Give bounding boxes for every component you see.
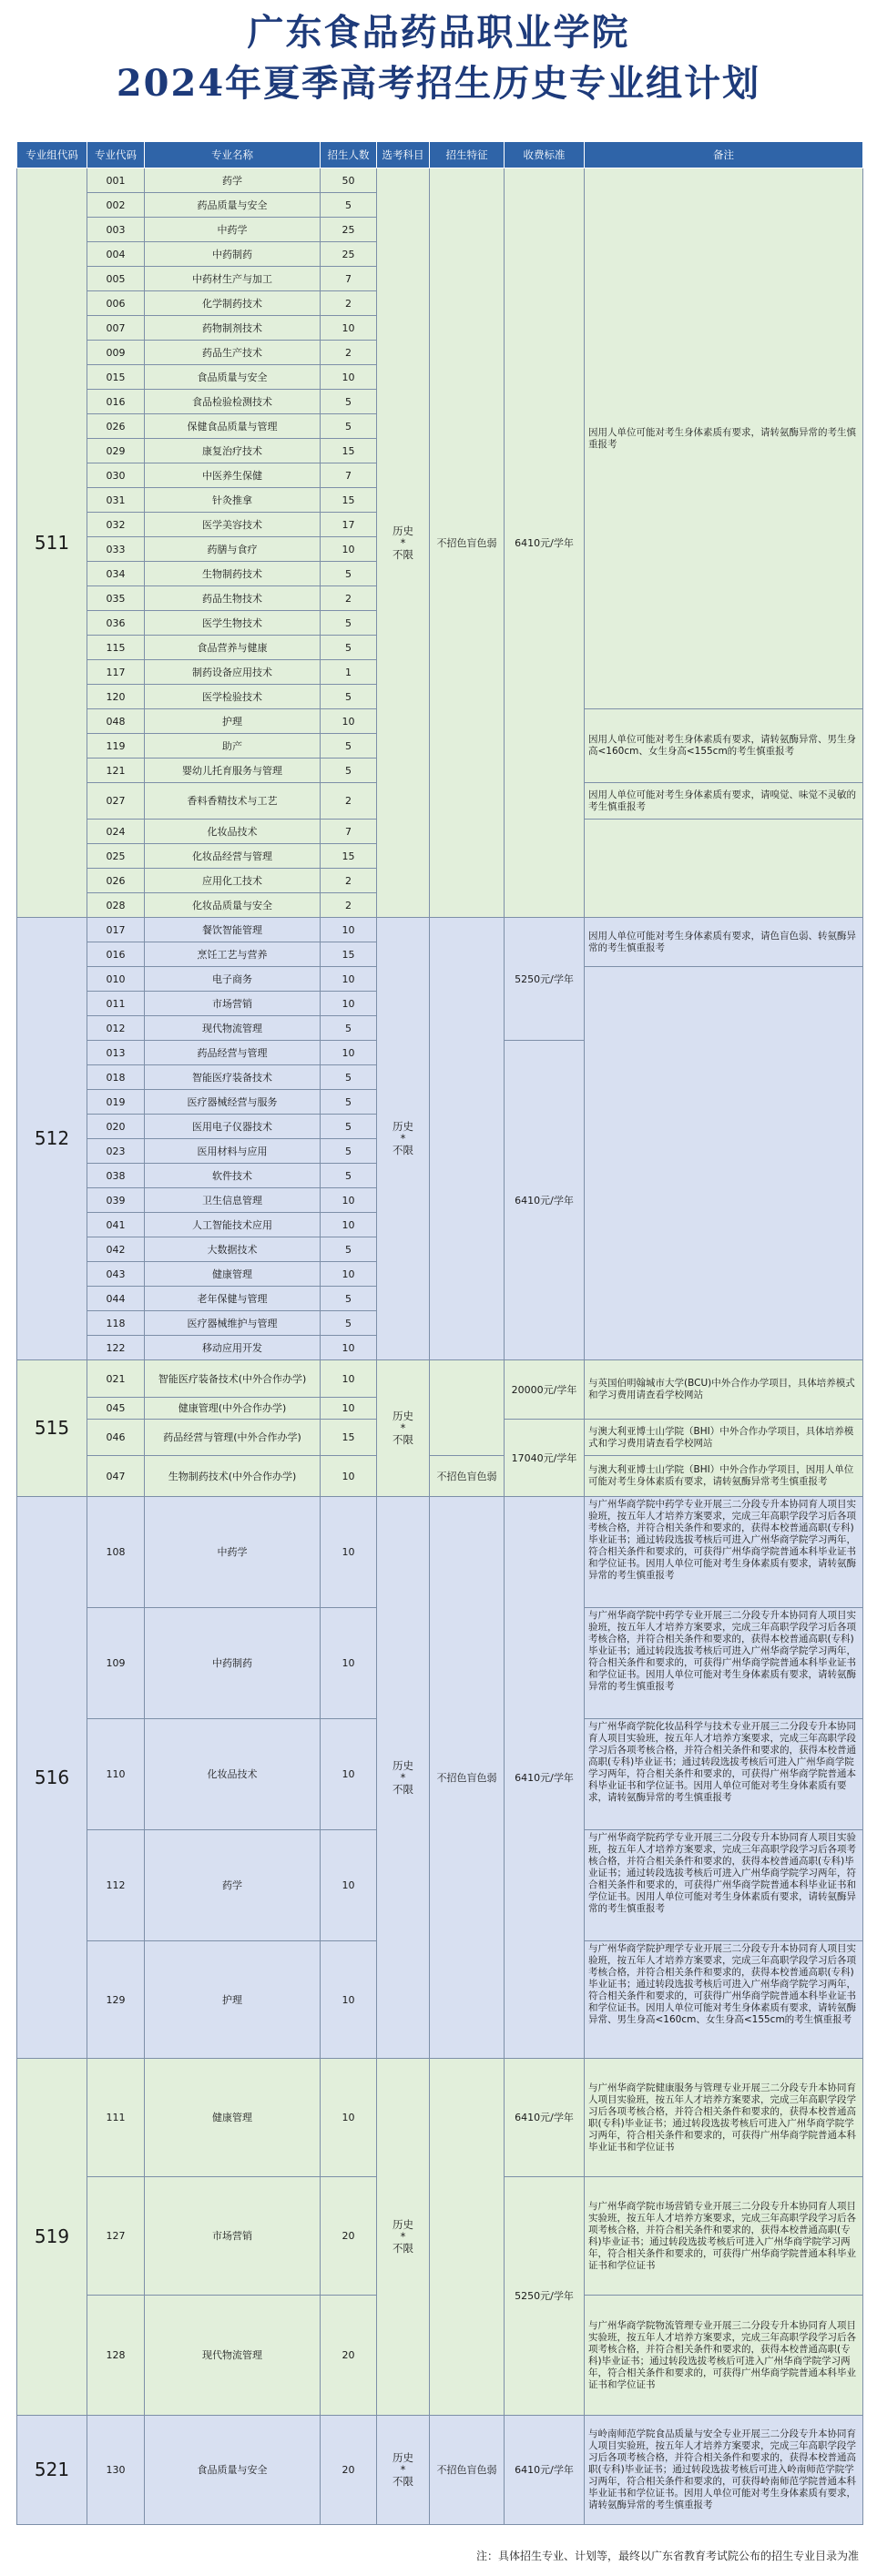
tuition-fee: 6410元/学年 [505, 2416, 585, 2525]
note-cell: 与广州华商学院物流管理专业开展三二分段专升本协同育人项目实验班，按五年人才培养方案要求，完成三年高职学段学习后各项考核合格，并符合相关条件和要求的，获得本校普通高职(专科)毕业证书；通过转段选拔考核后可进入广州华商学院学习两年，符合相关条件和要求的，可获得广州华商学院普通本科毕业证书和学位证书 [585, 2296, 863, 2416]
tuition-fee: 5250元/学年 [505, 918, 585, 1041]
note-cell: 与广州华商学院护理学专业开展三二分段专升本协同育人项目实验班，按五年人才培养方案要求，完成三年高职学段学习后各项考核合格，并符合相关条件和要求的，获得本校普通高职(专科)毕业证书；通过转段选拔考核后可进入广州华商学院学习两年，符合相关条件和要求的，可获得广州华商学院普通本科毕业证书和学位证书。因用人单位可能对考生身体素质有要求，请转氨酶异常、男生身高<160cm、女生身高<155cm的考生慎重报考 [585, 1941, 863, 2059]
enroll-count: 20 [321, 2416, 377, 2525]
major-name: 化妆品质量与安全 [145, 893, 321, 918]
major-name: 针灸推拿 [145, 488, 321, 513]
group-521 [17, 2416, 863, 2525]
enroll-count: 10 [321, 1262, 377, 1287]
major-code: 038 [87, 1164, 145, 1188]
table-row [17, 1497, 863, 1608]
note-cell: 与澳大利亚博士山学院（BHI）中外合作办学项目，具体培养模式和学习费用请查看学校网站 [585, 1420, 863, 1456]
recruit-feature [430, 2059, 505, 2416]
major-code: 036 [87, 611, 145, 636]
tuition-fee: 6410元/学年 [505, 1497, 585, 2059]
enroll-count: 10 [321, 316, 377, 341]
major-name: 药物制剂技术 [145, 316, 321, 341]
major-code: 029 [87, 439, 145, 463]
table-row [17, 1360, 863, 1398]
enroll-count: 10 [321, 2059, 377, 2177]
enroll-count: 7 [321, 820, 377, 844]
enroll-count: 2 [321, 341, 377, 365]
major-code: 007 [87, 316, 145, 341]
major-name: 食品质量与安全 [145, 2416, 321, 2525]
major-code: 012 [87, 1016, 145, 1041]
major-name: 药品质量与安全 [145, 193, 321, 218]
note-cell: 与广州华商学院健康服务与管理专业开展三二分段专升本协同育人项目实验班，按五年人才培养方案要求，完成三年高职学段学习后各项考核合格，并符合相关条件和要求的，获得本校普通高职(专科)毕业证书；通过转段选拔考核后可进入广州华商学院学习两年，符合相关条件和要求的，可获得广州华商学院普通本科毕业证书和学位证书 [585, 2059, 863, 2177]
enroll-count: 10 [321, 1941, 377, 2059]
major-name: 药品经营与管理 [145, 1041, 321, 1065]
major-code: 047 [87, 1456, 145, 1497]
major-code: 018 [87, 1065, 145, 1090]
major-name: 保健食品质量与管理 [145, 414, 321, 439]
major-code: 127 [87, 2177, 145, 2296]
group-code: 515 [17, 1360, 87, 1497]
enroll-count: 10 [321, 365, 377, 390]
note-cell: 与广州华商学院市场营销专业开展三二分段专升本协同育人项目实验班，按五年人才培养方案要求，完成三年高职学段学习后各项考核合格，并符合相关条件和要求的，获得本校普通高职(专科)毕业证书；通过转段选拔考核后可进入广州华商学院学习两年，符合相关条件和要求的，可获得广州华商学院普通本科毕业证书和学位证书 [585, 2177, 863, 2296]
enroll-count: 5 [321, 759, 377, 783]
major-name: 医学生物技术 [145, 611, 321, 636]
note-cell [585, 820, 863, 918]
major-code: 108 [87, 1497, 145, 1608]
major-code: 115 [87, 636, 145, 660]
header-subject: 选考科目 [377, 142, 430, 168]
major-code: 005 [87, 267, 145, 291]
note-cell: 因用人单位可能对考生身体素质有要求，请转氨酶异常、男生身高<160cm、女生身高<155cm的考生慎重报考 [585, 709, 863, 783]
major-name: 健康管理 [145, 2059, 321, 2177]
group-511 [17, 168, 863, 918]
note-cell: 与英国伯明翰城市大学(BCU)中外合作办学项目，具体培养模式和学习费用请查看学校网站 [585, 1360, 863, 1420]
major-name: 餐饮智能管理 [145, 918, 321, 942]
recruit-feature: 不招色盲色弱 [430, 1456, 505, 1497]
enroll-count: 5 [321, 1311, 377, 1336]
major-name: 智能医疗装备技术(中外合作办学) [145, 1360, 321, 1398]
enroll-count: 10 [321, 918, 377, 942]
major-name: 药品经营与管理(中外合作办学) [145, 1420, 321, 1456]
enroll-count: 50 [321, 168, 377, 193]
enroll-count: 5 [321, 390, 377, 414]
enroll-count: 15 [321, 439, 377, 463]
enroll-count: 2 [321, 869, 377, 893]
enroll-count: 2 [321, 586, 377, 611]
enroll-count: 2 [321, 291, 377, 316]
note-cell: 因用人单位可能对考生身体素质有要求，请色盲色弱、转氨酶异常的考生慎重报考 [585, 918, 863, 967]
major-code: 039 [87, 1188, 145, 1213]
major-code: 121 [87, 759, 145, 783]
major-code: 042 [87, 1237, 145, 1262]
major-name: 化妆品技术 [145, 1719, 321, 1830]
enroll-count: 10 [321, 1398, 377, 1420]
enroll-count: 20 [321, 2177, 377, 2296]
major-code: 028 [87, 893, 145, 918]
header-feature: 招生特征 [430, 142, 505, 168]
major-name: 医用材料与应用 [145, 1139, 321, 1164]
enroll-count: 25 [321, 242, 377, 267]
major-name: 生物制药技术(中外合作办学) [145, 1456, 321, 1497]
major-name: 健康管理 [145, 1262, 321, 1287]
enroll-count: 10 [321, 967, 377, 992]
enroll-count: 5 [321, 1115, 377, 1139]
enroll-count: 10 [321, 1336, 377, 1360]
note-cell: 与广州华商学院中药学专业开展三二分段专升本协同育人项目实验班，按五年人才培养方案要求，完成三年高职学段学习后各项考核合格，并符合相关条件和要求的，获得本校普通高职(专科)毕业证书；通过转段选拔考核后可进入广州华商学院学习两年，符合相关条件和要求的，可获得广州华商学院普通本科毕业证书和学位证书。因用人单位可能对考生身体素质有要求，请转氨酶异常的考生慎重报考 [585, 1497, 863, 1608]
table-header-row [17, 142, 863, 168]
header-major-name: 专业名称 [145, 142, 321, 168]
recruit-feature [430, 918, 505, 1360]
major-code: 024 [87, 820, 145, 844]
footer-note: 注：具体招生专业、计划等，最终以广东省教育考试院公布的招生专业目录为准 [475, 2550, 859, 2562]
major-code: 006 [87, 291, 145, 316]
major-code: 027 [87, 783, 145, 820]
major-name: 护理 [145, 1941, 321, 2059]
subject-requirement: 历史 * 不限 [377, 2059, 430, 2416]
subject-requirement: 历史 * 不限 [377, 2416, 430, 2525]
major-code: 129 [87, 1941, 145, 2059]
major-name: 中药学 [145, 1497, 321, 1608]
major-code: 016 [87, 942, 145, 967]
major-code: 110 [87, 1719, 145, 1830]
major-code: 112 [87, 1830, 145, 1941]
major-name: 药学 [145, 1830, 321, 1941]
major-code: 025 [87, 844, 145, 869]
enroll-count: 7 [321, 463, 377, 488]
enroll-count: 10 [321, 992, 377, 1016]
title-line-2: 2024年夏季高考招生历史专业组计划 [116, 62, 761, 105]
group-519 [17, 2059, 863, 2416]
major-code: 010 [87, 967, 145, 992]
group-516 [17, 1497, 863, 2059]
subject-requirement: 历史 * 不限 [377, 1497, 430, 2059]
enroll-count: 5 [321, 1164, 377, 1188]
enroll-count: 17 [321, 513, 377, 537]
enroll-count: 5 [321, 734, 377, 759]
major-code: 041 [87, 1213, 145, 1237]
table-row [17, 1456, 863, 1497]
major-name: 康复治疗技术 [145, 439, 321, 463]
enroll-count: 10 [321, 1830, 377, 1941]
enroll-count: 1 [321, 660, 377, 685]
major-name: 化妆品技术 [145, 820, 321, 844]
major-code: 026 [87, 869, 145, 893]
enroll-count: 5 [321, 1016, 377, 1041]
major-code: 128 [87, 2296, 145, 2416]
note-cell: 因用人单位可能对考生身体素质有要求，请转氨酶异常的考生慎重报考 [585, 168, 863, 709]
major-name: 市场营销 [145, 2177, 321, 2296]
enroll-count: 10 [321, 1213, 377, 1237]
recruit-feature [430, 1360, 505, 1456]
major-name: 生物制药技术 [145, 562, 321, 586]
major-code: 033 [87, 537, 145, 562]
major-name: 中药学 [145, 218, 321, 242]
major-name: 烹饪工艺与营养 [145, 942, 321, 967]
major-name: 老年保健与管理 [145, 1287, 321, 1311]
enroll-count: 15 [321, 942, 377, 967]
major-code: 032 [87, 513, 145, 537]
major-code: 009 [87, 341, 145, 365]
major-code: 023 [87, 1139, 145, 1164]
enroll-count: 10 [321, 1608, 377, 1719]
enroll-count: 5 [321, 1287, 377, 1311]
major-name: 助产 [145, 734, 321, 759]
major-code: 003 [87, 218, 145, 242]
enroll-count: 10 [321, 537, 377, 562]
major-name: 移动应用开发 [145, 1336, 321, 1360]
tuition-fee: 20000元/学年 [505, 1360, 585, 1420]
enroll-count: 5 [321, 193, 377, 218]
note-cell: 与岭南师范学院食品质量与安全专业开展三二分段专升本协同育人项目实验班，按五年人才培养方案要求，完成三年高职学段学习后各项考核合格，并符合相关条件和要求的，获得本校普通高职(专科)毕业证书；通过转段选拔考核后可进入岭南师范学院学习两年，符合相关条件和要求的，可获得岭南师范学院普通本科毕业证书和学位证书。因用人单位可能对考生身体素质有要求，请转氨酶异常的考生慎重报考 [585, 2416, 863, 2525]
major-code: 118 [87, 1311, 145, 1336]
major-name: 医学检验技术 [145, 685, 321, 709]
major-name: 中药材生产与加工 [145, 267, 321, 291]
group-code: 516 [17, 1497, 87, 2059]
major-code: 120 [87, 685, 145, 709]
major-code: 013 [87, 1041, 145, 1065]
title-line-1: 广东食品药品职业学院 [247, 11, 630, 54]
major-code: 016 [87, 390, 145, 414]
major-name: 化学制药技术 [145, 291, 321, 316]
major-name: 医疗器械维护与管理 [145, 1311, 321, 1336]
table-row [17, 2416, 863, 2525]
major-code: 021 [87, 1360, 145, 1398]
major-code: 130 [87, 2416, 145, 2525]
enroll-count: 10 [321, 709, 377, 734]
enroll-count: 2 [321, 783, 377, 820]
major-name: 药品生物技术 [145, 586, 321, 611]
major-name: 卫生信息管理 [145, 1188, 321, 1213]
note-cell: 与广州华商学院中药学专业开展三二分段专升本协同育人项目实验班，按五年人才培养方案要求，完成三年高职学段学习后各项考核合格，并符合相关条件和要求的，获得本校普通高职(专科)毕业证书；通过转段选拔考核后可进入广州华商学院学习两年，符合相关条件和要求的，可获得广州华商学院普通本科毕业证书和学位证书。因用人单位可能对考生身体素质有要求，请转氨酶异常的考生慎重报考 [585, 1608, 863, 1719]
note-cell: 与广州华商学院化妆品科学与技术专业开展三二分段专升本协同育人项目实验班，按五年人才培养方案要求，完成三年高职学段学习后各项考核合格，并符合相关条件和要求的，获得本校普通高职(专科)毕业证书；通过转段选拔考核后可进入广州华商学院学习两年，符合相关条件和要求的，可获得广州华商学院普通本科毕业证书和学位证书。因用人单位可能对考生身体素质有要求，请转氨酶异常的考生慎重报考 [585, 1719, 863, 1830]
major-name: 婴幼儿托育服务与管理 [145, 759, 321, 783]
major-name: 智能医疗装备技术 [145, 1065, 321, 1090]
major-code: 117 [87, 660, 145, 685]
enroll-count: 15 [321, 1420, 377, 1456]
major-name: 食品检验检测技术 [145, 390, 321, 414]
major-name: 护理 [145, 709, 321, 734]
major-code: 044 [87, 1287, 145, 1311]
header-fee: 收费标准 [505, 142, 585, 168]
page-title [0, 0, 877, 109]
major-name: 食品营养与健康 [145, 636, 321, 660]
group-515 [17, 1360, 863, 1497]
enroll-count: 10 [321, 1188, 377, 1213]
major-code: 015 [87, 365, 145, 390]
major-code: 119 [87, 734, 145, 759]
major-code: 111 [87, 2059, 145, 2177]
enroll-count: 5 [321, 414, 377, 439]
major-name: 软件技术 [145, 1164, 321, 1188]
enroll-count: 5 [321, 636, 377, 660]
tuition-fee: 6410元/学年 [505, 168, 585, 918]
enroll-count: 5 [321, 1065, 377, 1090]
tuition-fee: 6410元/学年 [505, 2059, 585, 2177]
subject-requirement: 历史 * 不限 [377, 918, 430, 1360]
tuition-fee: 17040元/学年 [505, 1420, 585, 1497]
header-enroll-count: 招生人数 [321, 142, 377, 168]
major-name: 现代物流管理 [145, 1016, 321, 1041]
group-code: 511 [17, 168, 87, 918]
major-code: 011 [87, 992, 145, 1016]
major-code: 046 [87, 1420, 145, 1456]
subject-requirement: 历史 * 不限 [377, 168, 430, 918]
major-name: 中医养生保健 [145, 463, 321, 488]
enroll-count: 10 [321, 1497, 377, 1608]
table-row [17, 168, 863, 193]
group-code: 512 [17, 918, 87, 1360]
major-name: 医学美容技术 [145, 513, 321, 537]
major-name: 医用电子仪器技术 [145, 1115, 321, 1139]
major-code: 034 [87, 562, 145, 586]
enroll-count: 20 [321, 2296, 377, 2416]
major-name: 药品生产技术 [145, 341, 321, 365]
enroll-count: 5 [321, 685, 377, 709]
major-name: 化妆品经营与管理 [145, 844, 321, 869]
enroll-count: 10 [321, 1041, 377, 1065]
group-code: 519 [17, 2059, 87, 2416]
tuition-fee: 5250元/学年 [505, 2177, 585, 2416]
major-name: 医疗器械经营与服务 [145, 1090, 321, 1115]
enroll-count: 5 [321, 1237, 377, 1262]
enroll-count: 7 [321, 267, 377, 291]
major-code: 031 [87, 488, 145, 513]
major-code: 109 [87, 1608, 145, 1719]
note-cell: 与澳大利亚博士山学院（BHI）中外合作办学项目，因用人单位可能对考生身体素质有要求，请转氨酶异常考生慎重报考 [585, 1456, 863, 1497]
enroll-count: 2 [321, 893, 377, 918]
major-code: 019 [87, 1090, 145, 1115]
major-name: 电子商务 [145, 967, 321, 992]
group-code: 521 [17, 2416, 87, 2525]
major-code: 122 [87, 1336, 145, 1360]
enroll-count: 10 [321, 1360, 377, 1398]
enroll-count: 25 [321, 218, 377, 242]
group-512 [17, 918, 863, 1360]
enroll-count: 10 [321, 1719, 377, 1830]
header-group-code: 专业组代码 [17, 142, 87, 168]
major-name: 健康管理(中外合作办学) [145, 1398, 321, 1420]
major-code: 004 [87, 242, 145, 267]
major-code: 030 [87, 463, 145, 488]
major-name: 中药制药 [145, 242, 321, 267]
table-row [17, 2059, 863, 2177]
major-name: 药膳与食疗 [145, 537, 321, 562]
major-code: 045 [87, 1398, 145, 1420]
tuition-fee: 6410元/学年 [505, 1041, 585, 1360]
enroll-count: 5 [321, 562, 377, 586]
subject-requirement: 历史 * 不限 [377, 1360, 430, 1497]
major-name: 药学 [145, 168, 321, 193]
header-notes: 备注 [585, 142, 863, 168]
major-name: 市场营销 [145, 992, 321, 1016]
major-code: 035 [87, 586, 145, 611]
major-name: 制药设备应用技术 [145, 660, 321, 685]
recruit-feature: 不招色盲色弱 [430, 2416, 505, 2525]
enroll-count: 15 [321, 488, 377, 513]
enroll-count: 5 [321, 1090, 377, 1115]
major-name: 大数据技术 [145, 1237, 321, 1262]
recruit-feature: 不招色盲色弱 [430, 1497, 505, 2059]
note-cell [585, 967, 863, 1360]
major-code: 026 [87, 414, 145, 439]
major-name: 人工智能技术应用 [145, 1213, 321, 1237]
enrollment-plan-table [16, 141, 863, 2525]
major-code: 048 [87, 709, 145, 734]
enroll-count: 15 [321, 844, 377, 869]
major-code: 002 [87, 193, 145, 218]
major-name: 应用化工技术 [145, 869, 321, 893]
note-cell: 与广州华商学院药学专业开展三二分段专升本协同育人项目实验班，按五年人才培养方案要求，完成三年高职学段学习后各项考核合格，并符合相关条件和要求的，获得本校普通高职(专科)毕业证书；通过转段选拔考核后可进入广州华商学院学习两年，符合相关条件和要求的，可获得广州华商学院普通本科毕业证书和学位证书。因用人单位可能对考生身体素质有要求，请转氨酶异常的考生慎重报考 [585, 1830, 863, 1941]
header-major-code: 专业代码 [87, 142, 145, 168]
major-code: 017 [87, 918, 145, 942]
enroll-count: 10 [321, 1456, 377, 1497]
enroll-count: 5 [321, 611, 377, 636]
enroll-count: 5 [321, 1139, 377, 1164]
major-code: 043 [87, 1262, 145, 1287]
note-cell: 因用人单位可能对考生身体素质有要求，请嗅觉、味觉不灵敏的考生慎重报考 [585, 783, 863, 820]
major-name: 中药制药 [145, 1608, 321, 1719]
table-row [17, 918, 863, 942]
major-code: 020 [87, 1115, 145, 1139]
major-name: 现代物流管理 [145, 2296, 321, 2416]
major-name: 香料香精技术与工艺 [145, 783, 321, 820]
major-name: 食品质量与安全 [145, 365, 321, 390]
recruit-feature: 不招色盲色弱 [430, 168, 505, 918]
major-code: 001 [87, 168, 145, 193]
